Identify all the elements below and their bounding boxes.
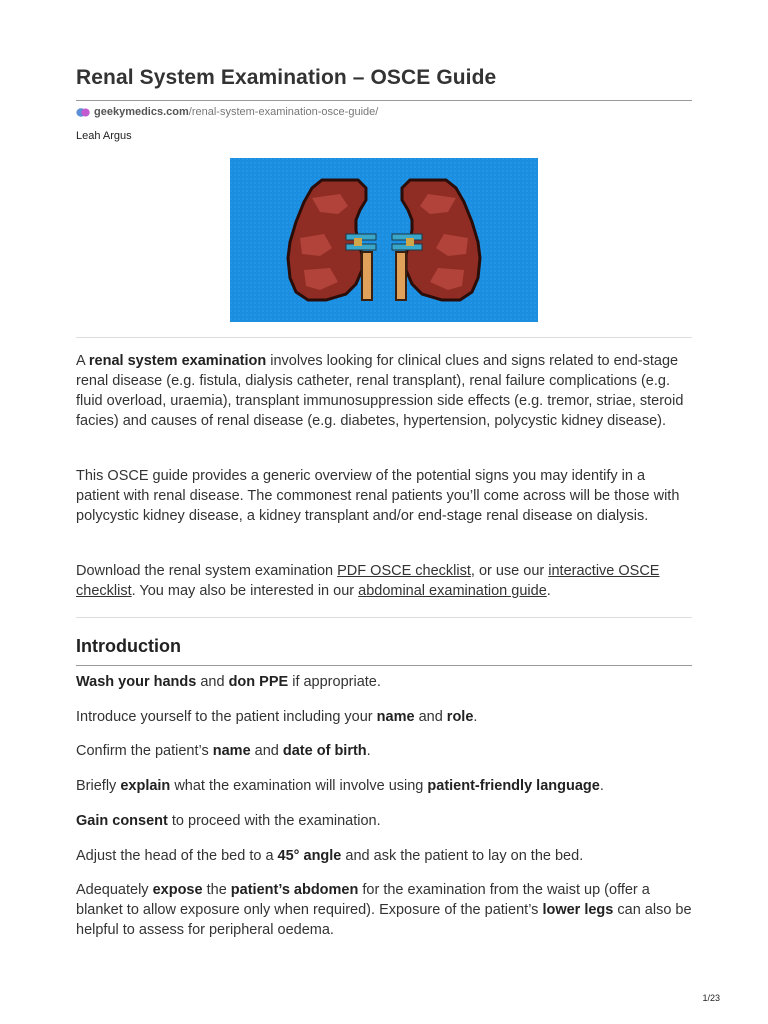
- kidneys-illustration-icon: [230, 158, 538, 322]
- intro-paragraph-2: This OSCE guide provides a generic overview of the potential signs you may identify in a patient with renal disease. The commonest renal patients you’ll come across will be those with polycystic kidney disease, a kidney transplant and/or end-stage renal disease on dialysis.: [76, 468, 680, 524]
- step-expose: Adequately expose the patient’s abdomen for the examination from the waist up (offer a blanket to allow exposure only when required). Exposure of the patient’s lower legs can also be helpful to assess for peripheral oedema.: [76, 882, 692, 938]
- author-name: Leah Argus: [76, 130, 132, 142]
- hero-divider: [76, 337, 692, 338]
- source-path[interactable]: /renal-system-examination-osce-guide/: [188, 106, 379, 118]
- intro-paragraph-3: Download the renal system examination PDF OSCE checklist, or use our interactive OSCE checklist. You may also be interested in our abdominal examination guide.: [76, 563, 660, 599]
- section-top-divider: [76, 617, 692, 618]
- section-heading: Introduction: [76, 636, 181, 656]
- pdf-checklist-link[interactable]: PDF OSCE checklist: [337, 563, 471, 579]
- source-url[interactable]: [76, 106, 378, 118]
- step-explain: Briefly explain what the examination will involve using patient-friendly language.: [76, 778, 604, 794]
- page-number: 1/23: [702, 993, 720, 1003]
- intro-paragraph-1: A renal system examination involves looking for clinical clues and signs related to end-stage renal disease (e.g. fistula, dialysis catheter, renal transplant), renal failure complications (e.g. fluid overload, uraemia), transplant immunosuppression side effects (e.g. tremor, striae, steroid facies) and causes of renal disease (e.g. diabetes, hypertension, polycystic kidney disease).: [76, 353, 684, 429]
- step-consent: Gain consent to proceed with the examination.: [76, 813, 381, 829]
- brain-icon: [76, 107, 90, 118]
- page-title: Renal System Examination – OSCE Guide: [76, 66, 497, 89]
- abdominal-guide-link[interactable]: abdominal examination guide: [358, 583, 547, 599]
- section-heading-divider: [76, 665, 692, 666]
- step-wash-hands: Wash your hands and don PPE if appropriate.: [76, 674, 381, 690]
- step-confirm-identity: Confirm the patient’s name and date of birth.: [76, 743, 371, 759]
- source-domain[interactable]: geekymedics.com: [94, 106, 189, 118]
- title-divider: [76, 100, 692, 101]
- step-introduce: Introduce yourself to the patient including your name and role.: [76, 709, 478, 725]
- interactive-checklist-link[interactable]: interactive OSCE checklist: [76, 563, 660, 599]
- step-position: Adjust the head of the bed to a 45° angle and ask the patient to lay on the bed.: [76, 848, 584, 864]
